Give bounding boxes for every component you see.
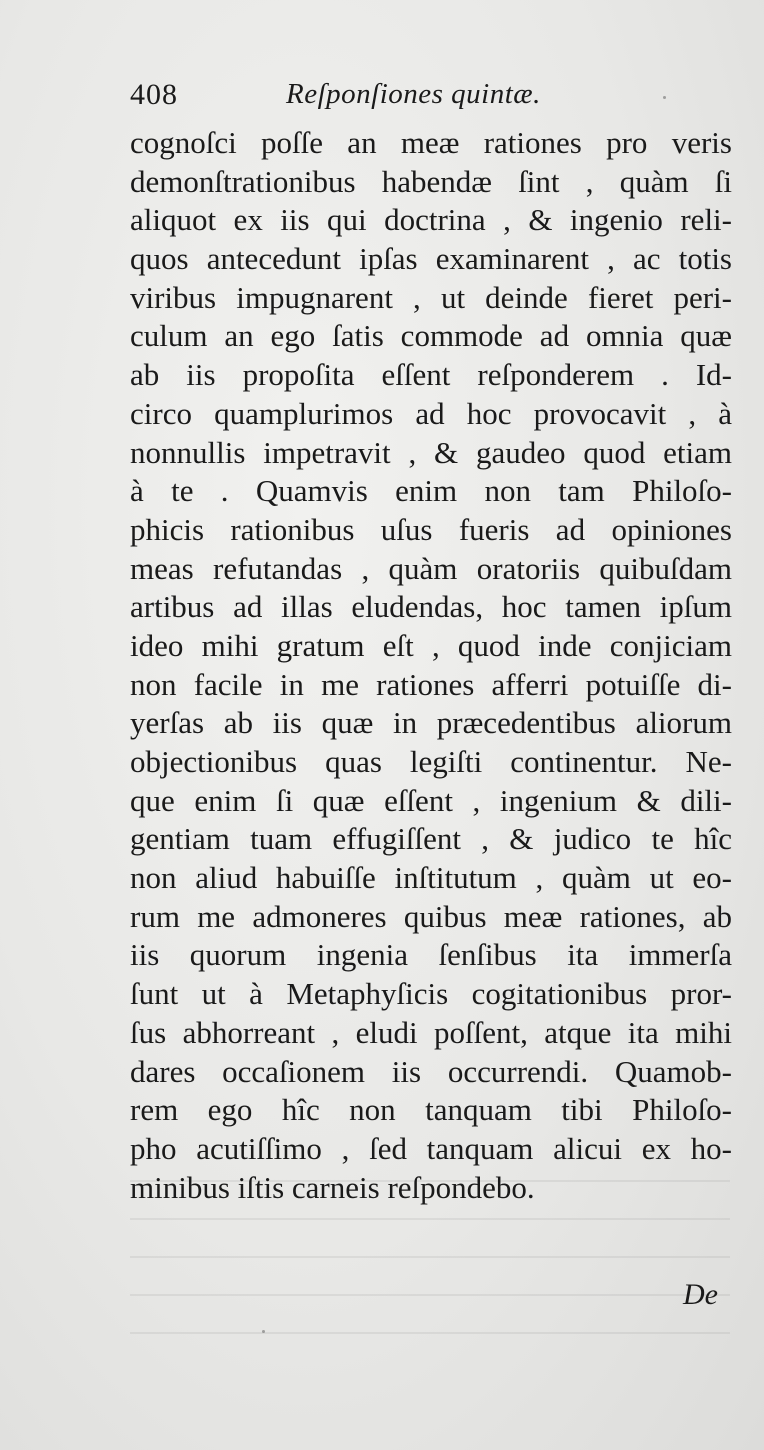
- text-line: ideo mihi gratum eſt , quod inde conjiciam: [130, 627, 732, 663]
- page-header: [130, 78, 730, 122]
- text-line: minibus iſtis carneis reſpondebo.: [130, 1169, 535, 1205]
- text-line: que enim ſi quæ eſſent , ingenium & dili-: [130, 782, 732, 818]
- text-line: yerſas ab iis quæ in præcedentibus aliorum: [130, 705, 732, 741]
- text-line: culum an ego ſatis commode ad omnia quæ: [130, 318, 732, 354]
- text-line: nonnullis impetravit , & gaudeo quod etiam: [130, 434, 732, 470]
- text-line: dares occaſionem iis occurrendi. Quamob-: [130, 1053, 732, 1089]
- text-line: gentiam tuam effugiſſent , & judico te hîc: [130, 821, 732, 857]
- running-title: Reſponſiones quintæ.: [286, 78, 541, 110]
- text-line: aliquot ex iis qui doctrina , & ingenio reli-: [130, 202, 732, 238]
- text-line: iis quorum ingenia ſenſibus ita immerſa: [130, 937, 732, 973]
- text-line: viribus impugnarent , ut deinde fieret peri-: [130, 279, 732, 315]
- text-line: demonſtrationibus habendæ ſint , quàm ſi: [130, 163, 732, 199]
- body-text: [130, 124, 732, 1207]
- text-line: ſus abhorreant , eludi poſſent, atque ita mihi: [130, 1014, 732, 1050]
- text-line: quos antecedunt ipſas examinarent , ac totis: [130, 241, 732, 277]
- text-line: pho acutiſſimo , ſed tanquam alicui ex ho-: [130, 1130, 732, 1166]
- text-line: ab iis propoſita eſſent reſponderem . Id-: [130, 357, 732, 393]
- catchword: De: [683, 1278, 718, 1311]
- text-line: objectionibus quas legiſti continentur. Ne-: [130, 744, 732, 779]
- text-line: rem ego hîc non tanquam tibi Philoſo-: [130, 1092, 732, 1128]
- paper-speck: [262, 1330, 265, 1333]
- text-line: non aliud habuiſſe inſtitutum , quàm ut eo-: [130, 860, 732, 896]
- paper-speck: [663, 96, 666, 99]
- text-line: phicis rationibus uſus fueris ad opiniones: [130, 511, 732, 547]
- text-line: à te . Quamvis enim non tam Philoſo-: [130, 473, 732, 509]
- text-line: non facile in me rationes afferri potuiſſe di-: [130, 666, 732, 702]
- text-line: circo quamplurimos ad hoc provocavit , à: [130, 395, 732, 431]
- page-number: 408: [130, 78, 178, 111]
- text-line: artibus ad illas eludendas, hoc tamen ipſum: [130, 589, 732, 625]
- text-line: ſunt ut à Metaphyſicis cogitationibus pror-: [130, 976, 732, 1012]
- text-line: cognoſci poſſe an meæ rationes pro veris: [130, 125, 732, 160]
- text-line: rum me admoneres quibus meæ rationes, ab: [130, 898, 732, 934]
- text-line: meas refutandas , quàm oratoriis quibuſdam: [130, 550, 732, 586]
